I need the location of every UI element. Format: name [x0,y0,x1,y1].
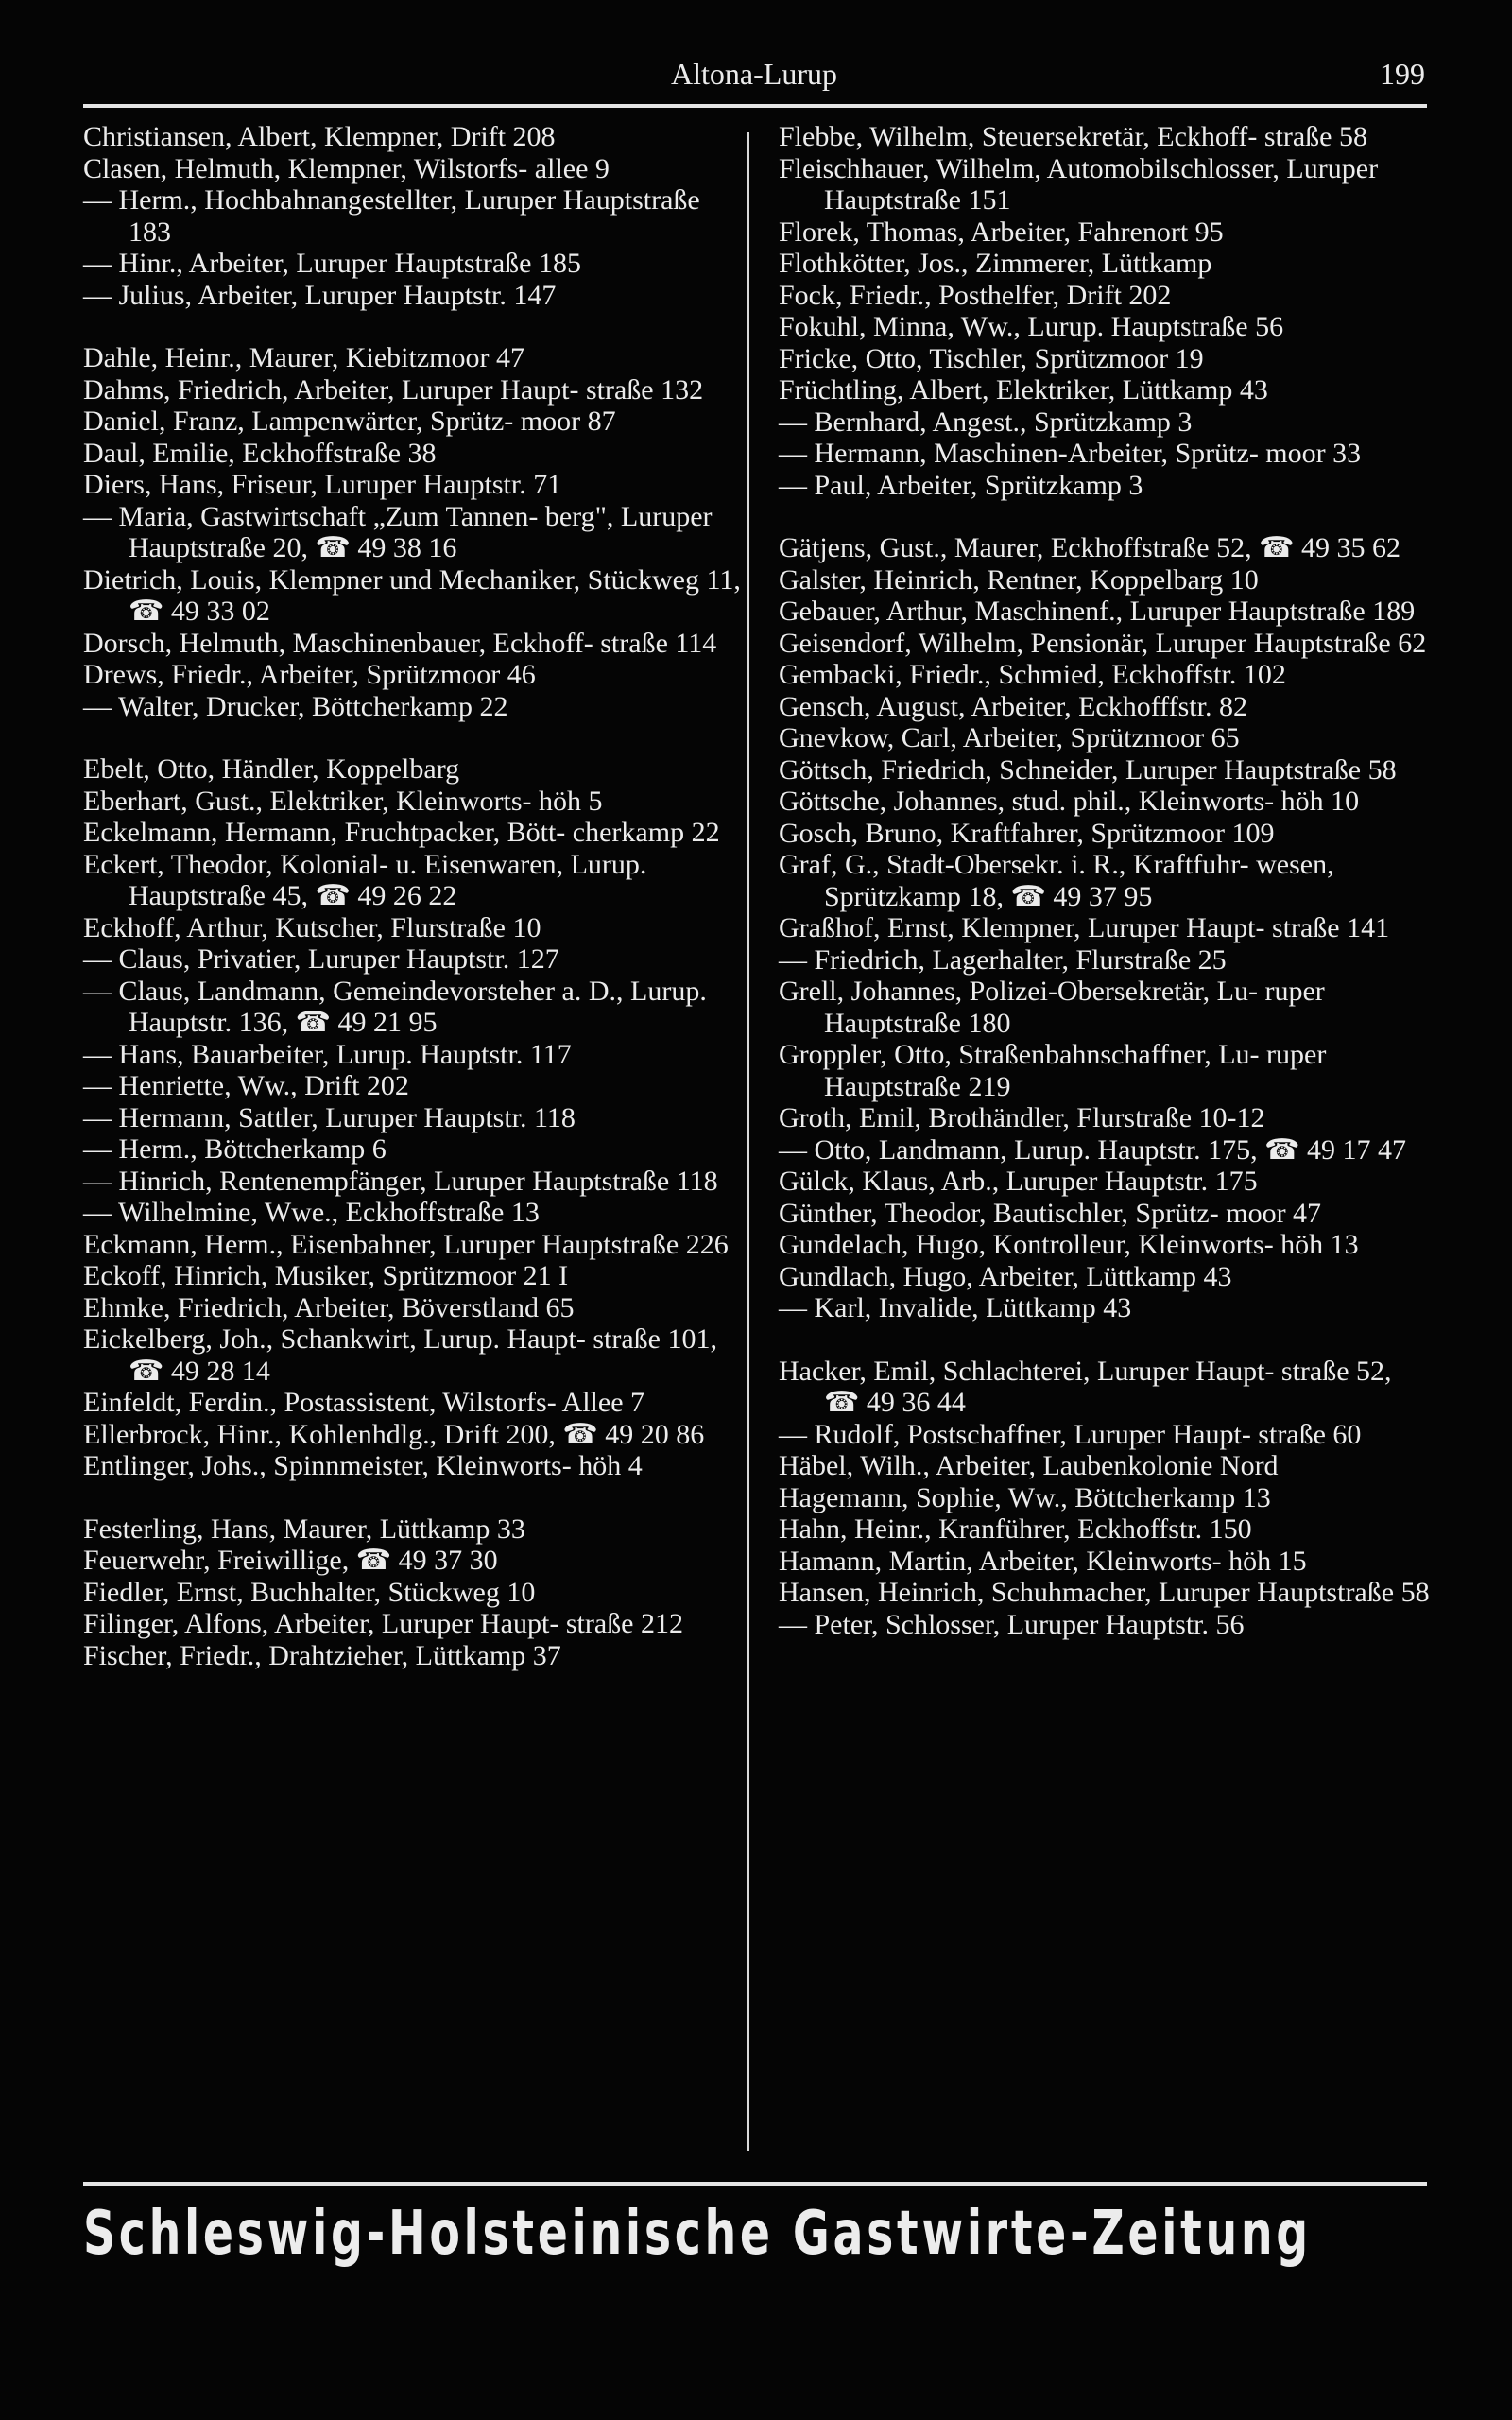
directory-entry: Ehmke, Friedrich, Arbeiter, Böverstland 65 [83,1291,575,1323]
directory-entry: Drews, Friedr., Arbeiter, Sprützmoor 46 [83,659,536,690]
directory-entry: Diers, Hans, Friseur, Luruper Hauptstr. 71 [83,469,562,500]
directory-entry: — Hans, Bauarbeiter, Lurup. Hauptstr. 117 [83,1038,572,1070]
directory-entry: Ellerbrock, Hinr., Kohlenhdlg., Drift 200, ☎ 49 20 86 [83,1418,705,1450]
directory-entry: Gosch, Bruno, Kraftfahrer, Sprützmoor 109 [779,817,1275,849]
directory-entry: Hahn, Heinr., Kranführer, Eckhoffstr. 150 [779,1513,1252,1545]
directory-entry: Günther, Theodor, Bautischler, Sprütz- moor 47 [779,1197,1322,1229]
directory-entry: Fleischhauer, Wilhelm, Automobilschlosser, Luruper Hauptstraße 151 [779,152,1379,216]
directory-entry: — Claus, Privatier, Luruper Hauptstr. 127 [83,943,559,975]
directory-entry: — Wilhelmine, Wwe., Eckhoffstraße 13 [83,1197,540,1228]
directory-entry: — Herm., Böttcherkamp 6 [83,1133,387,1165]
directory-entry: — Julius, Arbeiter, Luruper Hauptstr. 147 [83,279,557,311]
section-gap [779,1324,1431,1356]
directory-entry: — Bernhard, Angest., Sprützkamp 3 [779,406,1193,438]
directory-entry: Gülck, Klaus, Arb., Luruper Hauptstr. 175 [779,1166,1258,1197]
directory-entry: — Walter, Drucker, Böttcherkamp 22 [83,690,508,722]
directory-entry: Ebelt, Otto, Händler, Koppelbarg [83,753,460,785]
directory-entry: Eckelmann, Hermann, Fruchtpacker, Bött- cherkamp 22 [83,817,720,848]
directory-entry: Flothkötter, Jos., Zimmerer, Lüttkamp [779,248,1212,279]
directory-entry: Daul, Emilie, Eckhoffstraße 38 [83,437,437,469]
directory-entry: Gebauer, Arthur, Maschinenf., Luruper Hauptstraße 189 [779,596,1416,627]
directory-entry: Clasen, Helmuth, Klempner, Wilstorfs- allee 9 [83,152,610,184]
directory-entry: Eckoff, Hinrich, Musiker, Sprützmoor 21 I [83,1260,569,1291]
directory-entry: Galster, Heinrich, Rentner, Koppelbarg 10 [779,563,1259,596]
directory-entry: Groth, Emil, Brothändler, Flurstraße 10-12 [779,1102,1265,1133]
directory-entry: Gembacki, Friedr., Schmied, Eckhoffstr. 102 [779,659,1286,690]
top-rule [83,104,1427,108]
directory-entry: Geisendorf, Wilhelm, Pensionär, Luruper Hauptstraße 62 [779,627,1427,659]
directory-entry: Häbel, Wilh., Arbeiter, Laubenkolonie Nord [779,1450,1279,1481]
directory-entry: Dahms, Friedrich, Arbeiter, Luruper Haupt- straße 132 [83,373,704,406]
right-column [779,121,1431,1640]
section-gap [83,311,745,342]
directory-entry: Dietrich, Louis, Klempner und Mechaniker, Stückweg 11, ☎ 49 33 02 [83,563,741,627]
directory-entry: Gensch, August, Arbeiter, Eckhofffstr. 82 [779,690,1247,722]
directory-entry: — Hermann, Maschinen-Arbeiter, Sprütz- moor 33 [779,438,1362,469]
directory-entry: Hacker, Emil, Schlachterei, Luruper Haupt- straße 52, ☎ 49 36 44 [779,1355,1392,1418]
directory-entry: — Paul, Arbeiter, Sprützkamp 3 [779,469,1143,501]
directory-entry: Eberhart, Gust., Elektriker, Kleinworts- höh 5 [83,785,603,817]
column-divider [747,132,749,2151]
directory-entry: Dorsch, Helmuth, Maschinenbauer, Eckhoff- straße 114 [83,627,717,659]
footer-advertisement-title: Schleswig-Holsteinische Gastwirte-Zeitung [83,2199,1312,2269]
directory-entry: Festerling, Hans, Maurer, Lüttkamp 33 [83,1512,525,1545]
directory-entry: — Hermann, Sattler, Luruper Hauptstr. 118 [83,1101,576,1133]
directory-entry: Groppler, Otto, Straßenbahnschaffner, Lu- ruper Hauptstraße 219 [779,1039,1327,1102]
directory-entry: Grell, Johannes, Polizei-Obersekretär, Lu- ruper Hauptstraße 180 [779,976,1325,1039]
directory-entry: Einfeldt, Ferdin., Postassistent, Wilstorfs- Allee 7 [83,1387,645,1418]
directory-entry: — Maria, Gastwirtschaft „Zum Tannen- berg", Luruper Hauptstraße 20, ☎ 49 38 16 [83,500,713,563]
directory-entry: Fock, Friedr., Posthelfer, Drift 202 [779,279,1172,311]
page-header [83,57,1425,102]
directory-entry: — Henriette, Ww., Drift 202 [83,1070,409,1101]
directory-entry: Florek, Thomas, Arbeiter, Fahrenort 95 [779,216,1224,248]
directory-entry: Flebbe, Wilhelm, Steuersekretär, Eckhoff- straße 58 [779,121,1367,152]
directory-entry: Göttsche, Johannes, stud. phil., Kleinworts- höh 10 [779,786,1360,817]
directory-entry: Graf, G., Stadt-Obersekr. i. R., Kraftfuhr- wesen, Sprützkamp 18, ☎ 49 37 95 [779,849,1334,912]
left-column [83,121,745,1671]
page-heading-place: Altona-Lurup [671,57,837,91]
directory-entry: — Herm., Hochbahnangestellter, Luruper Hauptstraße 183 [83,184,700,248]
directory-entry: Gundelach, Hugo, Kontrolleur, Kleinworts- höh 13 [779,1229,1359,1260]
directory-entry: Gnevkow, Carl, Arbeiter, Sprützmoor 65 [779,722,1240,753]
directory-entry: — Hinr., Arbeiter, Luruper Hauptstraße 185 [83,248,581,279]
directory-entry: Eickelberg, Joh., Schankwirt, Lurup. Haupt- straße 101, ☎ 49 28 14 [83,1323,717,1387]
directory-entry: Göttsch, Friedrich, Schneider, Luruper Hauptstraße 58 [779,753,1397,786]
directory-entry: Früchtling, Albert, Elektriker, Lüttkamp 43 [779,374,1268,406]
directory-entry: Fokuhl, Minna, Ww., Lurup. Hauptstraße 56 [779,311,1284,342]
directory-entry: — Rudolf, Postschaffner, Luruper Haupt- straße 60 [779,1418,1362,1450]
directory-entry: Fiedler, Ernst, Buchhalter, Stückweg 10 [83,1576,536,1608]
directory-entry: Filinger, Alfons, Arbeiter, Luruper Haupt- straße 212 [83,1608,683,1639]
directory-entry: Daniel, Franz, Lampenwärter, Sprütz- moor 87 [83,406,616,437]
directory-entry: — Peter, Schlosser, Luruper Hauptstr. 56 [779,1608,1245,1640]
directory-entry: — Otto, Landmann, Lurup. Hauptstr. 175, ☎ 49 17 47 [779,1133,1406,1166]
section-gap [779,501,1431,532]
directory-entry: Hamann, Martin, Arbeiter, Kleinworts- höh 15 [779,1545,1307,1577]
directory-entry: — Karl, Invalide, Lüttkamp 43 [779,1292,1132,1323]
directory-entry: — Hinrich, Rentenempfänger, Luruper Hauptstraße 118 [83,1165,718,1197]
directory-entry: Hansen, Heinrich, Schuhmacher, Luruper Hauptstraße 58 [779,1577,1430,1608]
directory-entry: — Claus, Landmann, Gemeindevorsteher a. D., Lurup. Hauptstr. 136, ☎ 49 21 95 [83,975,707,1038]
directory-entry: Entlinger, Johs., Spinnmeister, Kleinworts- höh 4 [83,1450,643,1481]
page-number: 199 [1380,57,1425,91]
directory-entry: Feuerwehr, Freiwillige, ☎ 49 37 30 [83,1545,498,1576]
bottom-rule [83,2182,1427,2186]
directory-entry: Dahle, Heinr., Maurer, Kiebitzmoor 47 [83,342,524,373]
directory-entry: Eckmann, Herm., Eisenbahner, Luruper Hauptstraße 226 [83,1228,729,1260]
section-gap [83,722,745,753]
directory-entry: Christiansen, Albert, Klempner, Drift 208 [83,121,556,152]
directory-entry: Gundlach, Hugo, Arbeiter, Lüttkamp 43 [779,1260,1232,1292]
directory-entry: — Friedrich, Lagerhalter, Flurstraße 25 [779,943,1227,976]
directory-entry: Gätjens, Gust., Maurer, Eckhoffstraße 52, ☎ 49 35 62 [779,532,1400,563]
directory-entry: Fricke, Otto, Tischler, Sprützmoor 19 [779,342,1204,374]
directory-entry: Eckert, Theodor, Kolonial- u. Eisenwaren, Lurup. Hauptstraße 45, ☎ 49 26 22 [83,848,647,911]
directory-entry: Graßhof, Ernst, Klempner, Luruper Haupt- straße 141 [779,912,1390,943]
directory-entry: Fischer, Friedr., Drahtzieher, Lüttkamp 37 [83,1639,561,1671]
directory-entry: Eckhoff, Arthur, Kutscher, Flurstraße 10 [83,911,541,943]
section-gap [83,1482,745,1513]
directory-entry: Hagemann, Sophie, Ww., Böttcherkamp 13 [779,1481,1271,1513]
